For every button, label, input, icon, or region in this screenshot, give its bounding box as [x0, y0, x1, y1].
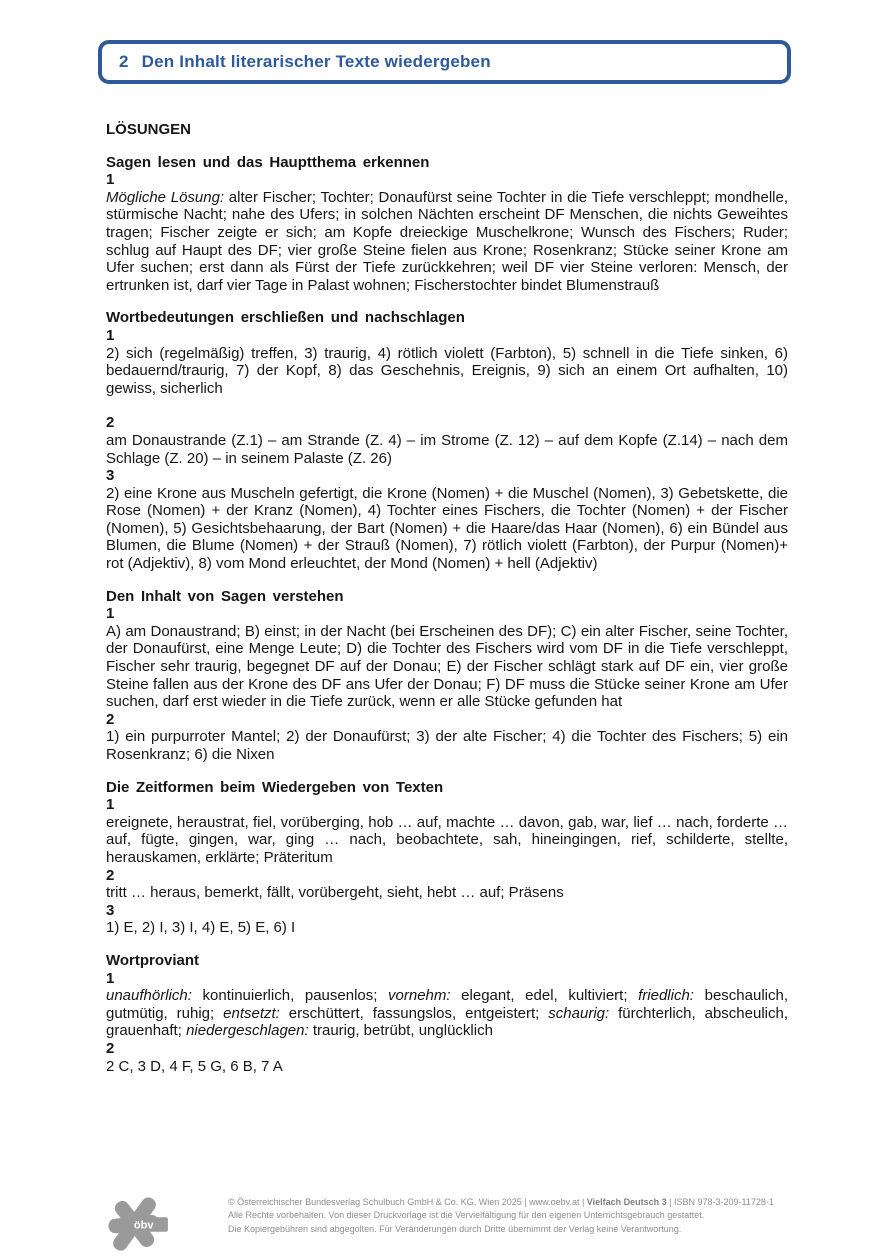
answer-text: fürchterlich, abscheulich, grauenhaft; [106, 1004, 788, 1040]
task-number: 2 [106, 710, 115, 728]
oebv-logo-icon [100, 1194, 170, 1254]
answer-paragraph [106, 919, 788, 937]
answer-text: am Donaustrande (Z.1) – am Strande (Z. 4) – im Strome (Z. 12) – auf dem Kopfe (Z.14) – nach dem Schlage (Z. 20) – in seinem Palaste (Z. 26) [106, 431, 788, 467]
section-inhalt-von-sagen [106, 588, 788, 764]
chapter-title-text: Den Inhalt literarischer Texte wiedergeben [141, 52, 491, 71]
task-number: 3 [106, 901, 115, 919]
solutions-content [106, 121, 788, 1075]
solutions-heading: LÖSUNGEN [106, 121, 192, 138]
answer-text: ereignete, heraustrat, fiel, vorüberging, hob … auf, machte … davon, gab, war, lief … nach, forderte … auf, fügte, gingen, war, ging … nach, beobachtete, sah, hineingingen, rief, schilderte, stellte, herauskamen, erklärte; Präteritum [106, 813, 788, 866]
answer-paragraph [106, 728, 788, 763]
imprint-line-2: Alle Rechte vorbehalten. Von dieser Druckvorlage ist die Vervielfältigung für den eigenen Unterrichtsgebrauch gestattet. [228, 1210, 705, 1221]
answer-paragraph [106, 814, 788, 867]
answer-paragraph [106, 1058, 788, 1076]
italic-lead: Mögliche Lösung: [106, 188, 225, 206]
answer-text: 2) eine Krone aus Muscheln gefertigt, die Krone (Nomen) + die Muschel (Nomen), 3) Gebetskette, die Rose (Nomen) + der Kranz (Nomen), 4) Tochter eines Fischers, die Tochter (Nomen) + der Fischer (Nomen), 5) Gesichtsbehaarung, der Bart (Nomen) + die Haare/das Haar (Nomen), 6) ein Bündel aus Blumen, die Blume (Nomen) + der Strauß (Nomen), 7) rötlich violett (Farbton), der Purpur (Nomen)+ rot (Adjektiv), 8) vom Mond erleuchtet, der Mond (Nomen) + hell (Adjektiv) [106, 484, 788, 573]
task-number: 2 [106, 414, 115, 432]
section-title: Die Zeitformen beim Wiedergeben von Texten [106, 778, 444, 796]
task-number: 3 [106, 467, 115, 485]
answer-paragraph [106, 345, 788, 398]
section-sagen-lesen [106, 154, 788, 295]
answer-text: 2 C, 3 D, 4 F, 5 G, 6 B, 7 A [106, 1057, 283, 1075]
task-number: 2 [106, 866, 115, 884]
chapter-number: 2 [119, 52, 129, 71]
answer-paragraph [106, 485, 788, 573]
answer-text: elegant, edel, kultiviert; [450, 987, 639, 1005]
answer-text: kontinuierlich, pausenlos; [191, 987, 389, 1005]
task-number: 2 [106, 1039, 115, 1057]
answer-text: traurig, betrübt, unglücklich [308, 1022, 493, 1040]
imprint-line-3: Die Kopiergebühren sind abgegolten. Für Veränderungen durch Dritte übernimmt der Verlag keine Verantwortung. [228, 1223, 682, 1234]
answer-text: 2) sich (regelmäßig) treffen, 3) traurig, 4) rötlich violett (Farbton), 5) schnell in die Tiefe sinken, 6) bedauernd/traurig, 7) der Kopf, 8) das Geschehnis, Ereignis, 9) sich an einem Ort aufhalten, 10) gewiss, sicherlich [106, 344, 788, 397]
italic-term: unaufhörlich: [106, 987, 192, 1005]
section-zeitformen [106, 779, 788, 937]
answer-paragraph [106, 189, 788, 295]
italic-term: friedlich: [638, 987, 694, 1005]
answer-paragraph [106, 623, 788, 711]
italic-term: entsetzt: [223, 1004, 280, 1022]
answer-text: 1) ein purpurroter Mantel; 2) der Donaufürst; 3) der alte Fischer; 4) die Tochter des Fischers; 5) ein Rosenkranz; 6) die Nixen [106, 728, 788, 763]
answer-paragraph [106, 884, 788, 902]
chapter-header-box [98, 40, 791, 84]
section-title: Sagen lesen und das Hauptthema erkennen [106, 153, 430, 171]
italic-term: schaurig: [548, 1004, 610, 1022]
answer-text: alter Fischer; Tochter; Donaufürst seine Tochter in die Tiefe verschleppt; mondhelle, stürmische Nacht; nahe des Ufers; in solchen Nächten erscheint DF Menschen, die nichts Geweihtes tragen; Fischer zeigte er sich; am Kopfe dreieckige Muschelkrone; Wunsch des Fischers; Ruder; schlug auf Haupt des DF; vier große Steine fielen aus Krone; Rosenkranz; Stücke seiner Krone am Ufer suchen; erst dann als Fürst der Tiefe zurückkehren; weil DF vier Steine verloren: Mensch, der ertrunken ist, darf vier Tage in Palast wohnen; Fischerstochter bindet Blumenstrauß [106, 188, 788, 294]
chapter-title [102, 52, 491, 72]
italic-term: vornehm: [388, 987, 451, 1005]
section-wortbedeutungen [106, 309, 788, 572]
oebv-logo-text: öbv [133, 1219, 154, 1232]
answer-text: erschüttert, fassungslos, entgeistert; [279, 1004, 549, 1022]
answer-text: A) am Donaustrand; B) einst; in der Nacht (bei Erscheinen des DF); C) ein alter Fischer, seine Tochter, der Donaufürst, eine Menge Leute; D) die Tochter des Fischers wird vom DF in die Tiefe verschleppt, Fischer sehr traurig, begegnet DF auf der Donau; E) der Fischer schlägt stark auf DF ein, vier große Steine fallen aus der Krone des DF ans Ufer der Donau; F) DF muss die Stücke seiner Krone am Ufer suchen, darf erst wieder in die Tiefe zurück, wenn er alle Stücke gefunden hat [106, 622, 788, 711]
task-number: 1 [106, 171, 115, 189]
imprint-copyright: © Österreichischer Bundesverlag Schulbuch GmbH & Co. KG, Wien 2025 | www.oebv.at | [228, 1197, 587, 1207]
answer-paragraph [106, 432, 788, 467]
section-title: Den Inhalt von Sagen verstehen [106, 587, 344, 605]
task-number: 1 [106, 969, 115, 987]
answer-text: beschaulich, gutmütig, ruhig; [106, 987, 788, 1022]
section-wortproviant [106, 952, 788, 1075]
task-number: 1 [106, 605, 115, 623]
answer-text: 1) E, 2) I, 3) I, 4) E, 5) E, 6) I [106, 919, 296, 937]
answer-text: tritt … heraus, bemerkt, fällt, vorübergeht, sieht, hebt … auf; Präsens [106, 884, 564, 902]
imprint-text [228, 1196, 788, 1236]
section-title: Wortbedeutungen erschließen und nachschlagen [106, 309, 465, 327]
task-number: 1 [106, 326, 115, 344]
imprint-line-1 [228, 1196, 788, 1209]
imprint-book-title: Vielfach Deutsch 3 [586, 1197, 667, 1207]
section-title: Wortproviant [106, 951, 200, 969]
italic-term: niedergeschlagen: [186, 1022, 309, 1040]
imprint-isbn: | ISBN 978-3-209-11728-1 [666, 1197, 774, 1207]
task-number: 1 [106, 796, 115, 814]
answer-paragraph [106, 987, 788, 1040]
